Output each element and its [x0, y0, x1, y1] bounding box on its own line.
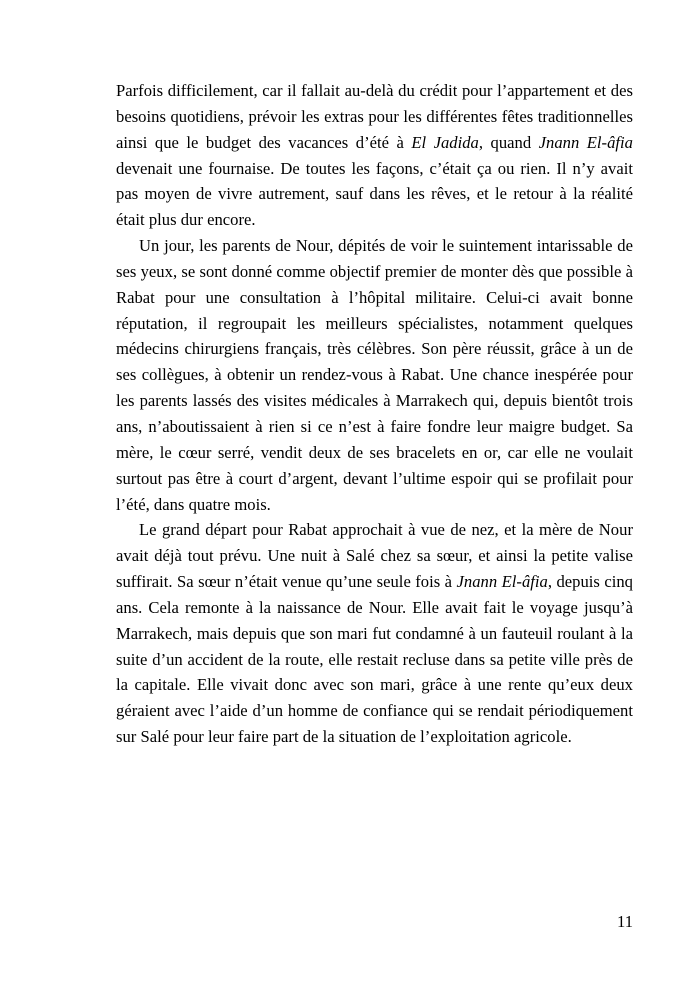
text-run: Le grand départ pour Rabat approchait à vue de nez, et la mère de Nour avait déjà tout prévu. Une nuit à Salé chez sa sœur, et ainsi la petite valise suffirait. Sa sœur n’était venue qu’une seule fois à: [116, 520, 633, 592]
paragraph: [116, 233, 633, 517]
italic-phrase: Jnann El-âfia: [538, 132, 633, 152]
page-text-block: [116, 78, 633, 750]
italic-phrase: Jnann El-âfia: [456, 572, 548, 592]
text-run: , quand: [478, 132, 539, 152]
italic-phrase: El Jadida: [411, 132, 479, 152]
paragraph: [116, 78, 633, 233]
text-run: , depuis cinq ans. Cela remonte à la naissance de Nour. Elle avait fait le voyage jusqu’à Marrakech, mais depuis que son mari fut condamné à un fauteuil roulant à la suite d’un accident de la route, elle restait recluse dans sa petite ville près de la capitale. Elle vivait donc avec son mari, grâce à une rente qu’eux deux géraient avec l’aide d’un homme de confiance qui se rendait périodiquement sur Salé pour leur faire part de la situation de l’exploitation agricole.: [116, 572, 633, 747]
page-number: 11: [617, 912, 633, 931]
paragraph: [116, 517, 633, 750]
text-run: Parfois difficilement, car il fallait au-delà du crédit pour l’appartement et des besoins quotidiens, prévoir les extras pour les différentes fêtes traditionnelles ainsi que le budget des vacances d’été à: [116, 81, 633, 152]
text-run: Un jour, les parents de Nour, dépités de voir le suintement intarissable de ses yeux, se sont donné comme objectif premier de monter dès que possible à Rabat pour une consultation à l’hôpital militaire. Celui-ci avait bonne réputation, il regroupait les meilleurs spécialistes, notamment quelques médecins chirurgiens français, très célèbres. Son père réussit, grâce à un de ses collègues, à obtenir un rendez-vous à Rabat. Une chance inespérée pour les parents lassés des visites médicales à Marrakech qui, depuis bientôt trois ans, n’aboutissaient à rien si ce n’est à faire fondre leur maigre budget. Sa mère, le cœur serré, vendit deux de ses bracelets en or, car elle ne voulait surtout pas être à court d’argent, devant l’ultime espoir qui se profilait pour l’été, dans quatre mois.: [116, 236, 633, 514]
text-run: devenait une fournaise. De toutes les façons, c’était ça ou rien. Il n’y avait pas moyen de vivre autrement, sauf dans les rêves, et le retour à la réalité était plus dur encore.: [116, 158, 633, 230]
